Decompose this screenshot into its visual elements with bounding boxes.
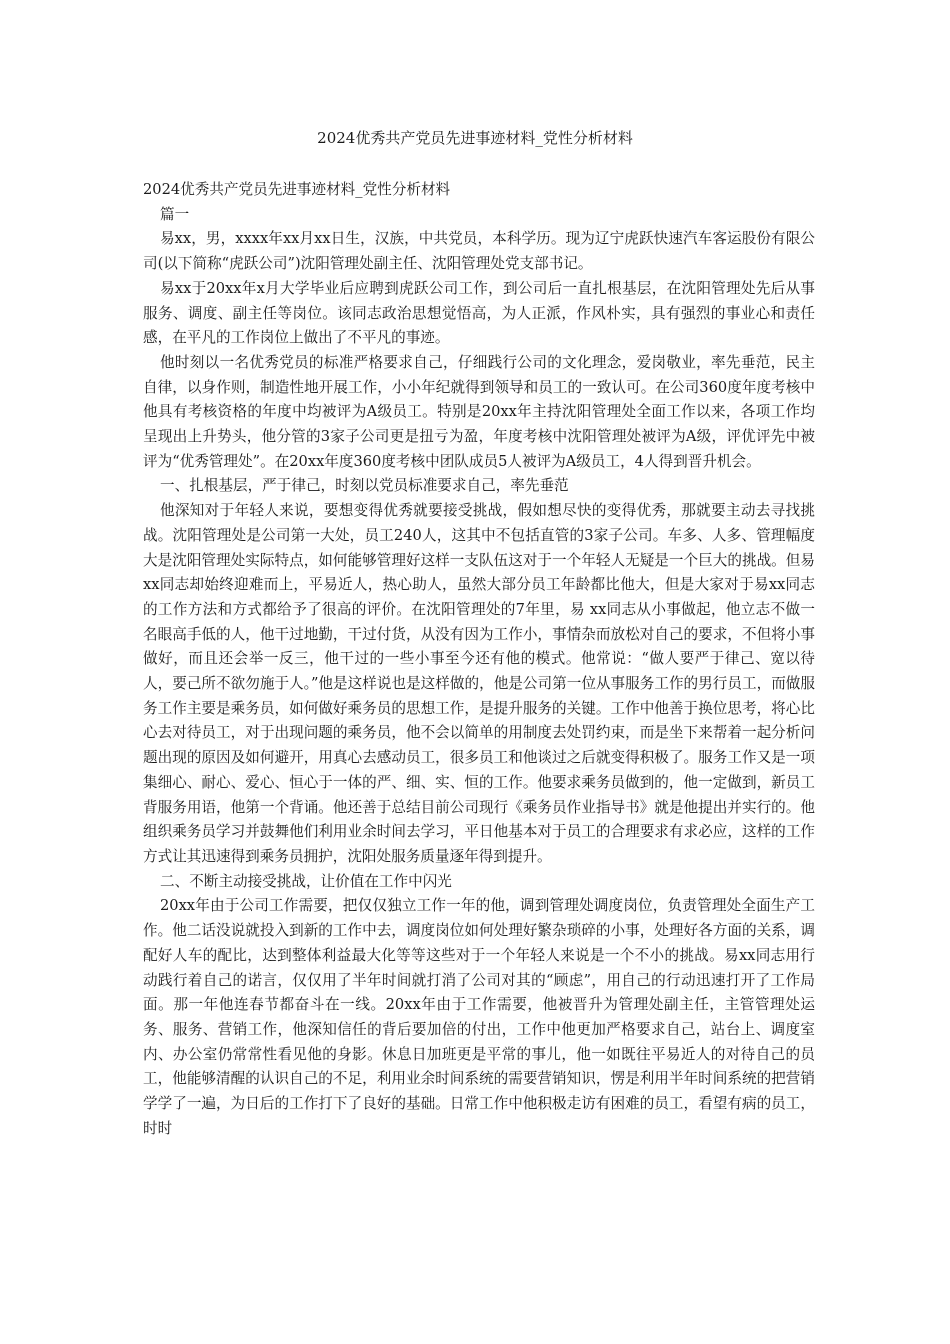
paragraph-3: 他时刻以一名优秀党员的标准严格要求自己，仔细践行公司的文化理念，爱岗敬业，率先垂范，民主自律，以身作则，制造性地开展工作，小小年纪就得到领导和员工的一致认可。在公司360度年度考核中他具有考核资格的年度中均被评为A级员工。特别是20xx年主持沈阳管理处全面工作以来，各项工作均呈现出上升势头，他分管的3家子公司更是扭亏为盈，年度考核中沈阳管理处被评为A级，评优评先中被评为“优秀管理处”。在20xx年度360度考核中团队成员5人被评为A级员工，4人得到晋升机会。 xyxy=(143,353,815,470)
paragraph-5: 20xx年由于公司工作需要，把仅仅独立工作一年的他，调到管理处调度岗位，负责管理处全面生产工作。他二话没说就投入到新的工作中去，调度岗位如何处理好繁杂琐碎的小事，处理好各方面的关系，调配好人车的配比，达到整体利益最大化等等这些对于一个年轻人来说是一个不小的挑战。易xx同志用行动践行着自己的诺言，仅仅用了半年时间就打消了公司对其的“顾虑”，用自己的行动迅速打开了工作局面。那一年他连春节都奋斗在一线。20xx年由于工作需要，他被晋升为管理处副主任，主管管理处运务、服务、营销工作，他深知信任的背后要加倍的付出，工作中他更加严格要求自己，站台上、调度室内、办公室仍常常性看见他的身影。休息日加班更是平常的事儿，他一如既往平易近人的对待自己的员工，他能够清醒的认识自己的不足，利用业余时间系统的需要营销知识，愣是利用半年时间系统的把营销学学了一遍，为日后的工作打下了良好的基础。日常工作中他积极走访有困难的员工，看望有病的员工，时时 xyxy=(143,897,815,1137)
section-label: 篇一 xyxy=(160,205,190,223)
document-body xyxy=(143,178,815,1141)
document-subtitle: 2024优秀共产党员先进事迹材料_党性分析材料 xyxy=(143,181,451,198)
paragraph-4: 他深知对于年轻人来说，要想变得优秀就要接受挑战，假如想尽快的变得优秀，那就要主动去寻找挑战。沈阳管理处是公司第一大处，员工240人，这其中不包括直管的3家子公司。车多、人多、管理幅度大是沈阳管理处实际特点，如何能够管理好这样一支队伍这对于一个年轻人无疑是一个巨大的挑战。但易xx同志却始终迎难而上，平易近人，热心助人，虽然大部分员工年龄都比他大，但是大家对于易xx同志的工作方法和方式都给予了很高的评价。在沈阳管理处的7年里，易 xx同志从小事做起，他立志不做一名眼高手低的人，他干过地勤，干过付货，从没有因为工作小，事情杂而放松对自己的要求，不但将小事做好，而且还会举一反三，他干过的一些小事至今还有他的模式。他常说：“做人要严于律己、宽以待人，要己所不欲勿施于人。”他是这样说也是这样做的，他是公司第一位从事服务工作的男行员工，而做服务工作主要是乘务员，如何做好乘务员的思想工作，是提升服务的关键。工作中他善于换位思考，将心比心去对待员工，对于出现问题的乘务员，他不会以简单的用制度去处罚约束，而是坐下来帮着一起分析问题出现的原因及如何避开，用真心去感动员工，很多员工和他谈过之后就变得积极了。服务工作又是一项集细心、耐心、爱心、恒心于一体的严、细、实、恒的工作。他要求乘务员做到的，他一定做到，新员工背服务用语，他第一个背诵。他还善于总结目前公司现行《乘务员作业指导书》就是他提出并实行的。他组织乘务员学习并鼓舞他们利用业余时间去学习，平日他基本对于员工的合理要求有求必应，这样的工作方式让其迅速得到乘务员拥护，沈阳处服务质量逐年得到提升。 xyxy=(143,502,815,865)
paragraph-1: 易xx，男，xxxx年xx月xx日生，汉族，中共党员，本科学历。现为辽宁虎跃快速汽车客运股份有限公司(以下简称“虎跃公司”)沈阳管理处副主任、沈阳管理处党支部书记。 xyxy=(143,230,815,273)
section-heading-2: 二、不断主动接受挑战，让价值在工作中闪光 xyxy=(160,872,452,890)
paragraph-2: 易xx于20xx年x月大学毕业后应聘到虎跃公司工作，到公司后一直扎根基层，在沈阳管理处先后从事服务、调度、副主任等岗位。该同志政治思想觉悟高，为人正派，作风朴实，具有强烈的事业心和责任感，在平凡的工作岗位上做出了不平凡的事迹。 xyxy=(143,279,815,347)
document-title: 2024优秀共产党员先进事迹材料_党性分析材料 xyxy=(317,129,633,147)
section-heading-1: 一、扎根基层，严于律己，时刻以党员标准要求自己，率先垂范 xyxy=(160,477,569,495)
